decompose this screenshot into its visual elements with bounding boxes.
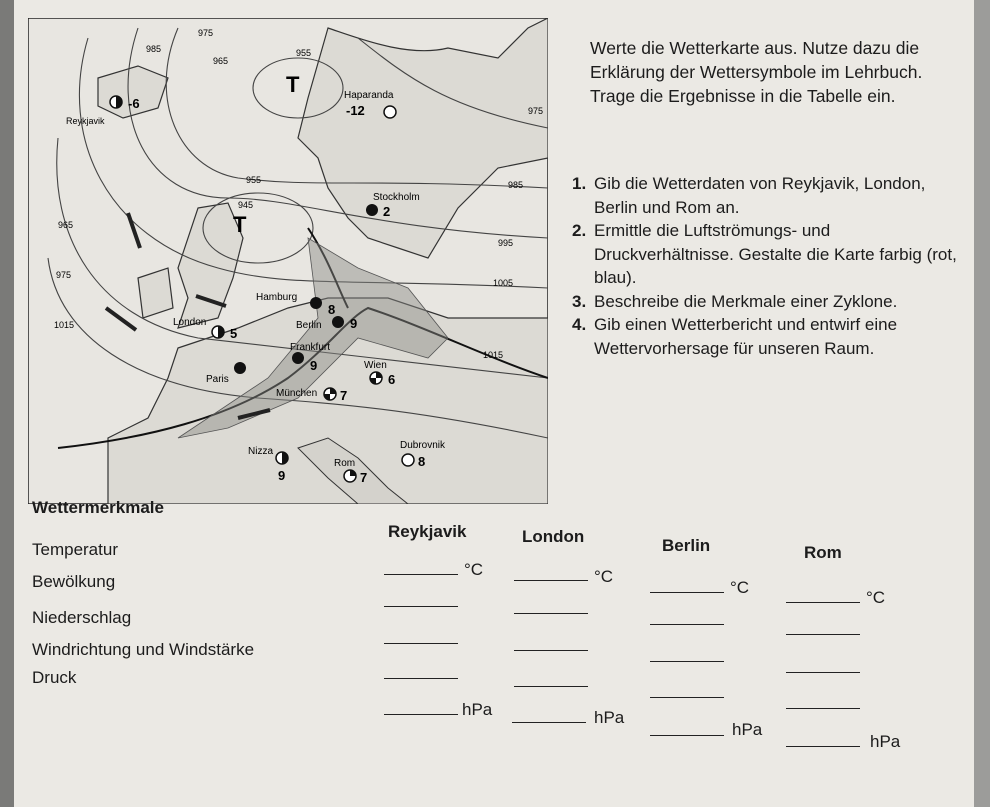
svg-text:Frankfurt: Frankfurt: [290, 342, 331, 353]
blank-pressure-london[interactable]: [512, 722, 586, 723]
unit-hpa: hPa: [594, 708, 625, 727]
task-list: [572, 172, 972, 360]
blank-temp-berlin[interactable]: [650, 592, 724, 593]
table-heading: Wettermerkmale: [32, 498, 164, 517]
unit-celsius: °C: [594, 567, 614, 586]
isobar-label: 965: [213, 56, 229, 66]
svg-text:9: 9: [350, 316, 358, 331]
unit-hpa: hPa: [870, 732, 901, 751]
svg-text:9: 9: [310, 358, 318, 373]
svg-text:9: 9: [278, 468, 286, 483]
unit-celsius: °C: [464, 560, 484, 579]
isobar-label: 965: [58, 220, 74, 230]
svg-text:8: 8: [328, 302, 336, 317]
row-label-niederschlag: Niederschlag: [32, 608, 132, 627]
column-header-rom: Rom: [804, 543, 842, 562]
svg-text:Reykjavik: Reykjavik: [66, 116, 105, 126]
isobar-label: 985: [146, 44, 162, 54]
svg-text:Berlin: Berlin: [296, 320, 322, 331]
svg-text:Wien: Wien: [364, 360, 387, 371]
blank-cloud-reykjavik[interactable]: [384, 606, 458, 607]
blank-pressure-berlin[interactable]: [650, 735, 724, 736]
row-label-druck: Druck: [32, 668, 77, 687]
row-label-bewoelkung: Bewölkung: [32, 572, 116, 591]
svg-text:6: 6: [388, 372, 396, 387]
blank-rain-berlin[interactable]: [650, 661, 724, 662]
blank-rain-london[interactable]: [514, 650, 588, 651]
blank-wind-berlin[interactable]: [650, 697, 724, 698]
svg-text:Rom: Rom: [334, 458, 356, 469]
svg-text:Hamburg: Hamburg: [256, 292, 298, 303]
task-item: 4. Gib einen Wetterbericht und entwirf eine Wettervorhersage für unseren Raum.: [572, 315, 898, 358]
isobar-label: 975: [56, 270, 72, 280]
isobar-label: 955: [296, 48, 312, 58]
task-item: 1. Gib die Wetterdaten von Reykjavik, London, Berlin und Rom an.: [572, 174, 926, 217]
svg-text:7: 7: [340, 388, 348, 403]
svg-text:Stockholm: Stockholm: [373, 192, 420, 203]
unit-celsius: °C: [730, 578, 750, 597]
svg-text:München: München: [276, 388, 318, 399]
row-label-wind: Windrichtung und Windstärke: [32, 640, 255, 659]
unit-hpa: hPa: [732, 720, 763, 739]
isobar-label: 975: [528, 106, 544, 116]
isobar-label: 1015: [483, 350, 504, 360]
weather-map: [28, 18, 548, 504]
blank-wind-london[interactable]: [514, 686, 588, 687]
task-item: 3. Beschreibe die Merkmale einer Zyklone.: [572, 291, 898, 311]
background-edge: [0, 0, 14, 807]
svg-text:7: 7: [360, 470, 368, 485]
row-label-temperatur: Temperatur: [32, 540, 118, 559]
svg-text:8: 8: [418, 454, 426, 469]
blank-pressure-rom[interactable]: [786, 746, 860, 747]
column-header-berlin: Berlin: [662, 536, 711, 555]
svg-text:London: London: [173, 317, 207, 328]
isobar-label: 1015: [54, 320, 75, 330]
low-pressure-main: T: [233, 212, 247, 237]
column-header-reykjavik: Reykjavik: [388, 522, 467, 541]
task-item: 2. Ermittle die Luftströmungs- und Druckverhältnisse. Gestalte die Karte farbig (rot, blau).: [572, 221, 957, 287]
isobar-label: 1005: [493, 278, 514, 288]
isobar-label: 975: [198, 28, 214, 38]
isobar-label: 945: [238, 200, 254, 210]
blank-temp-rom[interactable]: [786, 602, 860, 603]
blank-temp-london[interactable]: [514, 580, 588, 581]
unit-celsius: °C: [866, 588, 886, 607]
low-pressure-north: T: [286, 72, 300, 97]
blank-cloud-rom[interactable]: [786, 634, 860, 635]
svg-text:Paris: Paris: [206, 374, 229, 385]
svg-text:-6: -6: [128, 96, 140, 111]
svg-text:2: 2: [383, 204, 391, 219]
column-header-london: London: [522, 527, 585, 546]
isobar-label: 955: [246, 175, 262, 185]
blank-wind-rom[interactable]: [786, 708, 860, 709]
blank-cloud-london[interactable]: [514, 613, 588, 614]
intro-text: Werte die Wetterkarte aus. Nutze dazu die Erklärung der Wettersymbole im Lehrbuch. Trage die Ergebnisse in die Tabelle ein.: [590, 38, 923, 106]
blank-pressure-reykjavik[interactable]: [384, 714, 458, 715]
blank-temp-reykjavik[interactable]: [384, 574, 458, 575]
svg-text:Haparanda: Haparanda: [344, 90, 394, 101]
svg-text:Nizza: Nizza: [248, 446, 274, 457]
svg-text:Dubrovnik: Dubrovnik: [400, 440, 446, 451]
isobar-label: 985: [508, 180, 524, 190]
isobar-label: 995: [498, 238, 514, 248]
blank-cloud-berlin[interactable]: [650, 624, 724, 625]
unit-hpa: hPa: [462, 700, 493, 719]
blank-rain-reykjavik[interactable]: [384, 643, 458, 644]
svg-text:5: 5: [230, 326, 238, 341]
svg-text:-12: -12: [346, 103, 365, 118]
blank-rain-rom[interactable]: [786, 672, 860, 673]
blank-wind-reykjavik[interactable]: [384, 678, 458, 679]
